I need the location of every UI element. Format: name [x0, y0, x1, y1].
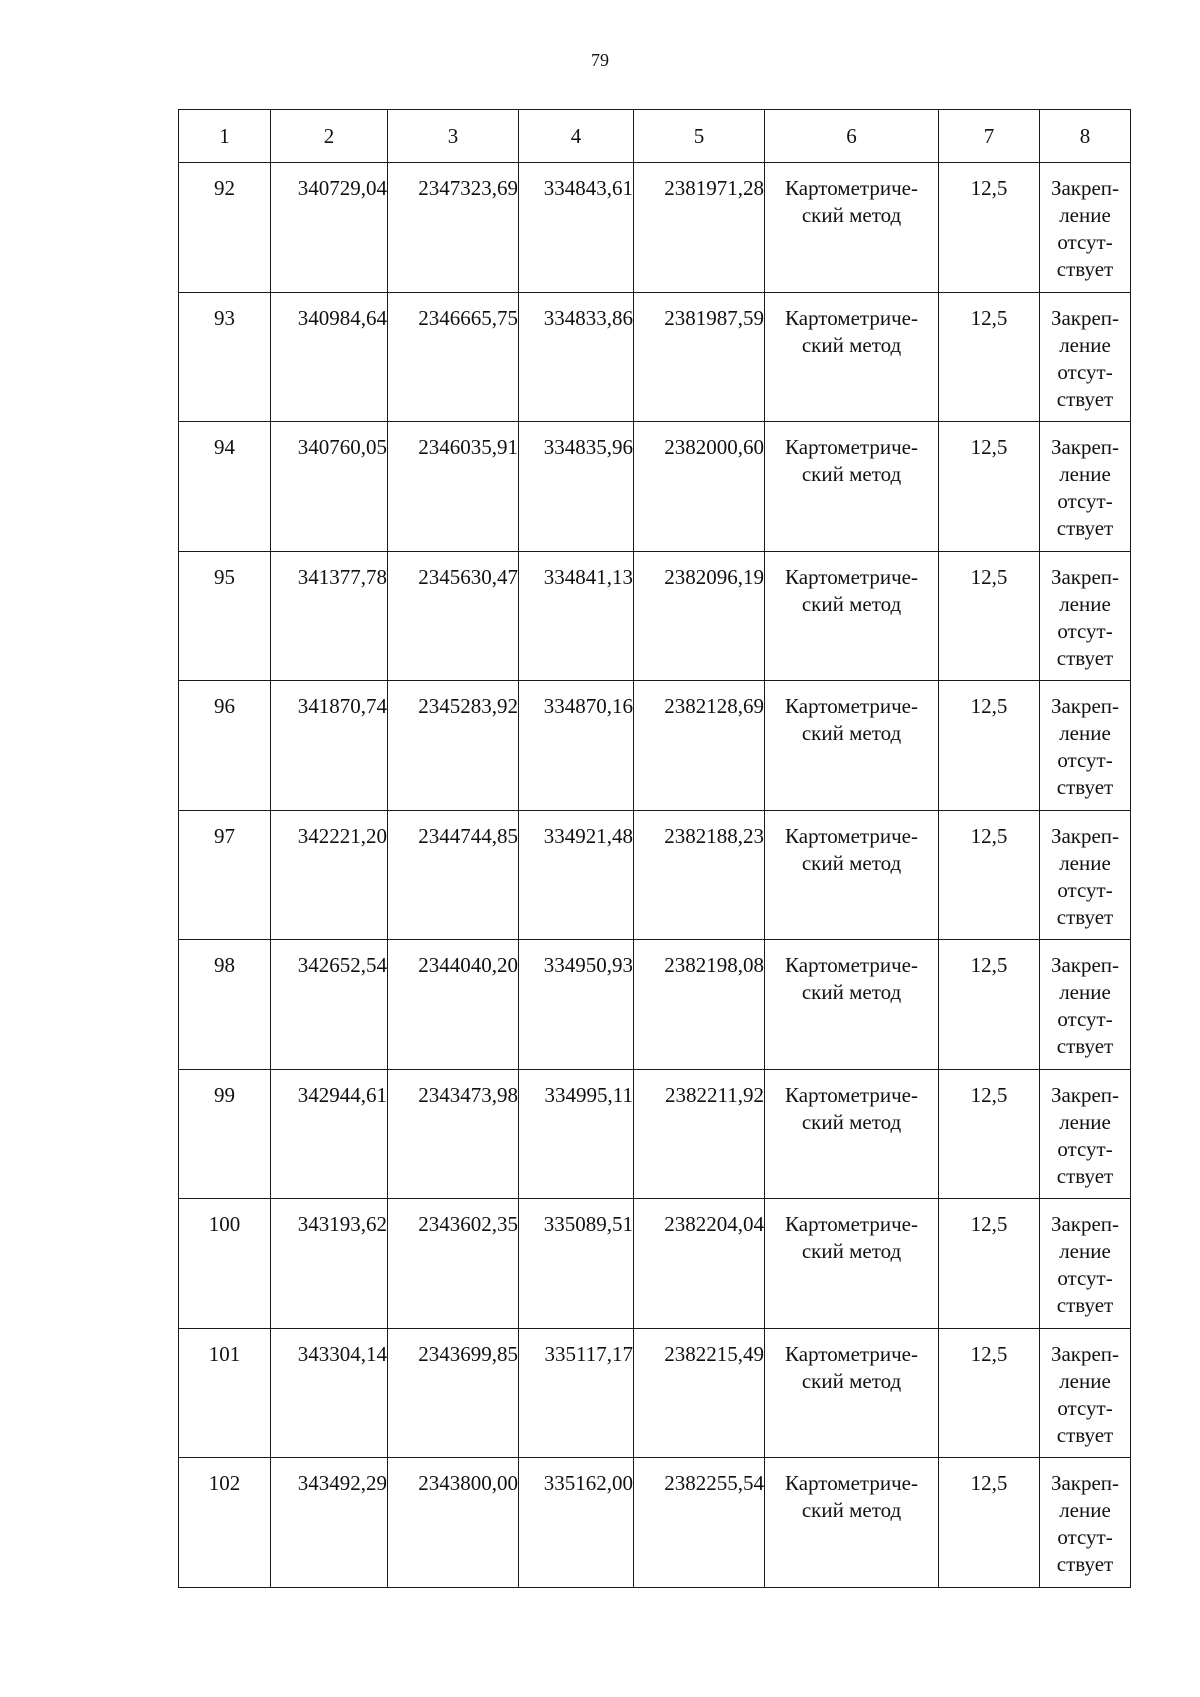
accuracy-cell: 12,5 [939, 1328, 1040, 1458]
method-cell [765, 681, 939, 811]
accuracy-cell: 12,5 [939, 1199, 1040, 1329]
method-line: Картометриче- [785, 694, 918, 718]
table-row [179, 681, 1131, 811]
method-cell [765, 292, 939, 422]
accuracy-cell: 12,5 [939, 1458, 1040, 1588]
x-coordinate-2-cell: 335117,17 [519, 1328, 634, 1458]
table-row [179, 551, 1131, 681]
accuracy-cell: 12,5 [939, 940, 1040, 1070]
y-coordinate-2-cell: 2381971,28 [634, 163, 765, 293]
method-cell [765, 1199, 939, 1329]
fixing-line: Закреп- [1050, 1082, 1120, 1107]
fixing-line: ление [1059, 591, 1111, 616]
table-row [179, 163, 1131, 293]
y-coordinate-cell: 2345283,92 [388, 681, 519, 811]
x-coordinate-2-cell: 335162,00 [519, 1458, 634, 1588]
fixing-line: Закреп- [1050, 1212, 1120, 1236]
method-line: ский метод [801, 980, 902, 1004]
accuracy-cell: 12,5 [939, 1069, 1040, 1199]
fixing-line: ствует [1056, 257, 1114, 281]
fixing-cell [1040, 810, 1131, 940]
y-coordinate-2-cell: 2382096,19 [634, 551, 765, 681]
fixing-line: отсут- [1057, 1136, 1113, 1161]
method-line: Картометриче- [785, 1212, 918, 1236]
fixing-cell [1040, 163, 1131, 293]
x-coordinate-cell: 341870,74 [271, 681, 388, 811]
y-coordinate-2-cell: 2382128,69 [634, 681, 765, 811]
x-coordinate-cell: 340760,05 [271, 422, 388, 552]
fixing-line: ствует [1056, 1422, 1114, 1447]
point-number-cell: 98 [179, 940, 271, 1070]
fixing-line: отсут- [1057, 877, 1113, 902]
accuracy-cell: 12,5 [939, 292, 1040, 422]
fixing-line: отсут- [1057, 748, 1113, 772]
point-number-cell: 92 [179, 163, 271, 293]
fixing-cell [1040, 1458, 1131, 1588]
fixing-line: Закреп- [1050, 176, 1120, 200]
method-line: Картометриче- [785, 823, 918, 848]
method-line: ский метод [801, 462, 902, 486]
column-header: 2 [271, 110, 388, 163]
method-line: Картометриче- [785, 1341, 918, 1366]
table-row [179, 292, 1131, 422]
point-number-cell: 99 [179, 1069, 271, 1199]
fixing-line: Закреп- [1050, 564, 1120, 589]
fixing-line: ствует [1056, 1034, 1114, 1058]
fixing-cell [1040, 551, 1131, 681]
method-cell [765, 810, 939, 940]
table-row [179, 1328, 1131, 1458]
y-coordinate-2-cell: 2382255,54 [634, 1458, 765, 1588]
y-coordinate-2-cell: 2382211,92 [634, 1069, 765, 1199]
column-header: 5 [634, 110, 765, 163]
method-cell [765, 551, 939, 681]
header-row [179, 110, 1131, 163]
table-row [179, 810, 1131, 940]
y-coordinate-cell: 2343699,85 [388, 1328, 519, 1458]
accuracy-cell: 12,5 [939, 422, 1040, 552]
fixing-line: ление [1059, 980, 1111, 1004]
table-row [179, 1069, 1131, 1199]
table-body [179, 110, 1131, 1588]
fixing-line: ствует [1056, 645, 1114, 670]
fixing-line: Закреп- [1050, 435, 1120, 459]
method-cell [765, 163, 939, 293]
column-header: 7 [939, 110, 1040, 163]
x-coordinate-2-cell: 334843,61 [519, 163, 634, 293]
table-row [179, 1199, 1131, 1329]
method-line: Картометриче- [785, 564, 918, 589]
x-coordinate-cell: 342221,20 [271, 810, 388, 940]
x-coordinate-2-cell: 334950,93 [519, 940, 634, 1070]
method-line: ский метод [801, 332, 902, 357]
fixing-line: ление [1059, 1239, 1111, 1263]
fixing-line: ствует [1056, 775, 1114, 799]
table-row [179, 940, 1131, 1070]
point-number-cell: 100 [179, 1199, 271, 1329]
x-coordinate-2-cell: 334870,16 [519, 681, 634, 811]
fixing-line: Закреп- [1050, 305, 1120, 330]
fixing-line: отсут- [1057, 489, 1113, 513]
method-line: ский метод [801, 203, 902, 227]
column-header: 6 [765, 110, 939, 163]
y-coordinate-cell: 2344744,85 [388, 810, 519, 940]
fixing-line: Закреп- [1050, 823, 1120, 848]
fixing-line: Закреп- [1050, 953, 1120, 977]
point-number-cell: 93 [179, 292, 271, 422]
y-coordinate-cell: 2346665,75 [388, 292, 519, 422]
y-coordinate-2-cell: 2382000,60 [634, 422, 765, 552]
method-line: ский метод [801, 1498, 902, 1522]
fixing-line: ление [1059, 1368, 1111, 1393]
accuracy-cell: 12,5 [939, 163, 1040, 293]
point-number-cell: 101 [179, 1328, 271, 1458]
x-coordinate-cell: 343492,29 [271, 1458, 388, 1588]
method-cell [765, 940, 939, 1070]
x-coordinate-cell: 341377,78 [271, 551, 388, 681]
y-coordinate-2-cell: 2382204,04 [634, 1199, 765, 1329]
fixing-cell [1040, 1199, 1131, 1329]
method-line: ский метод [801, 1109, 902, 1134]
fixing-cell [1040, 292, 1131, 422]
point-number-cell: 102 [179, 1458, 271, 1588]
y-coordinate-2-cell: 2382215,49 [634, 1328, 765, 1458]
method-line: ский метод [801, 1368, 902, 1393]
fixing-cell [1040, 1069, 1131, 1199]
point-number-cell: 94 [179, 422, 271, 552]
method-line: Картометриче- [785, 435, 918, 459]
page-number: 79 [591, 50, 609, 70]
fixing-line: ствует [1056, 1293, 1114, 1317]
fixing-line: отсут- [1057, 1007, 1113, 1031]
fixing-line: отсут- [1057, 1525, 1113, 1549]
method-cell [765, 1458, 939, 1588]
x-coordinate-cell: 343304,14 [271, 1328, 388, 1458]
fixing-line: ствует [1056, 1163, 1114, 1188]
x-coordinate-cell: 342652,54 [271, 940, 388, 1070]
column-header: 1 [179, 110, 271, 163]
x-coordinate-2-cell: 334995,11 [519, 1069, 634, 1199]
fixing-cell [1040, 681, 1131, 811]
point-number-cell: 95 [179, 551, 271, 681]
fixing-line: отсут- [1057, 230, 1113, 254]
fixing-line: Закреп- [1050, 694, 1120, 718]
x-coordinate-cell: 342944,61 [271, 1069, 388, 1199]
method-line: ский метод [801, 591, 902, 616]
column-header: 8 [1040, 110, 1131, 163]
accuracy-cell: 12,5 [939, 810, 1040, 940]
method-cell [765, 1069, 939, 1199]
fixing-line: ствует [1056, 386, 1114, 411]
point-number-cell: 97 [179, 810, 271, 940]
accuracy-cell: 12,5 [939, 681, 1040, 811]
fixing-line: ление [1059, 1498, 1111, 1522]
x-coordinate-cell: 340984,64 [271, 292, 388, 422]
point-number-cell: 96 [179, 681, 271, 811]
accuracy-cell: 12,5 [939, 551, 1040, 681]
table-row [179, 422, 1131, 552]
y-coordinate-cell: 2343602,35 [388, 1199, 519, 1329]
method-line: Картометриче- [785, 1471, 918, 1495]
method-line: ский метод [801, 1239, 902, 1263]
fixing-line: отсут- [1057, 1266, 1113, 1290]
y-coordinate-cell: 2346035,91 [388, 422, 519, 552]
fixing-line: отсут- [1057, 359, 1113, 384]
fixing-line: ление [1059, 332, 1111, 357]
fixing-line: ление [1059, 1109, 1111, 1134]
method-cell [765, 1328, 939, 1458]
x-coordinate-cell: 340729,04 [271, 163, 388, 293]
fixing-line: ление [1059, 203, 1111, 227]
x-coordinate-2-cell: 334841,13 [519, 551, 634, 681]
table-row [179, 1458, 1131, 1588]
x-coordinate-2-cell: 335089,51 [519, 1199, 634, 1329]
fixing-line: ление [1059, 462, 1111, 486]
column-header: 3 [388, 110, 519, 163]
method-line: Картометриче- [785, 305, 918, 330]
y-coordinate-cell: 2343800,00 [388, 1458, 519, 1588]
method-line: ский метод [801, 721, 902, 745]
fixing-line: ление [1059, 721, 1111, 745]
fixing-line: Закреп- [1050, 1471, 1120, 1495]
fixing-line: отсут- [1057, 618, 1113, 643]
y-coordinate-cell: 2347323,69 [388, 163, 519, 293]
fixing-cell [1040, 422, 1131, 552]
y-coordinate-2-cell: 2382198,08 [634, 940, 765, 1070]
y-coordinate-cell: 2345630,47 [388, 551, 519, 681]
x-coordinate-2-cell: 334833,86 [519, 292, 634, 422]
fixing-line: Закреп- [1050, 1341, 1120, 1366]
method-cell [765, 422, 939, 552]
x-coordinate-2-cell: 334921,48 [519, 810, 634, 940]
column-header: 4 [519, 110, 634, 163]
fixing-line: ствует [1056, 516, 1114, 540]
fixing-line: отсут- [1057, 1395, 1113, 1420]
y-coordinate-cell: 2343473,98 [388, 1069, 519, 1199]
x-coordinate-2-cell: 334835,96 [519, 422, 634, 552]
fixing-line: ствует [1056, 1552, 1114, 1576]
y-coordinate-2-cell: 2382188,23 [634, 810, 765, 940]
y-coordinate-cell: 2344040,20 [388, 940, 519, 1070]
method-line: ский метод [801, 850, 902, 875]
fixing-cell [1040, 1328, 1131, 1458]
fixing-line: ствует [1056, 904, 1114, 929]
fixing-cell [1040, 940, 1131, 1070]
method-line: Картометриче- [785, 176, 918, 200]
method-line: Картометриче- [785, 953, 918, 977]
x-coordinate-cell: 343193,62 [271, 1199, 388, 1329]
fixing-line: ление [1059, 850, 1111, 875]
y-coordinate-2-cell: 2381987,59 [634, 292, 765, 422]
coordinates-table [178, 109, 1131, 1588]
method-line: Картометриче- [785, 1082, 918, 1107]
